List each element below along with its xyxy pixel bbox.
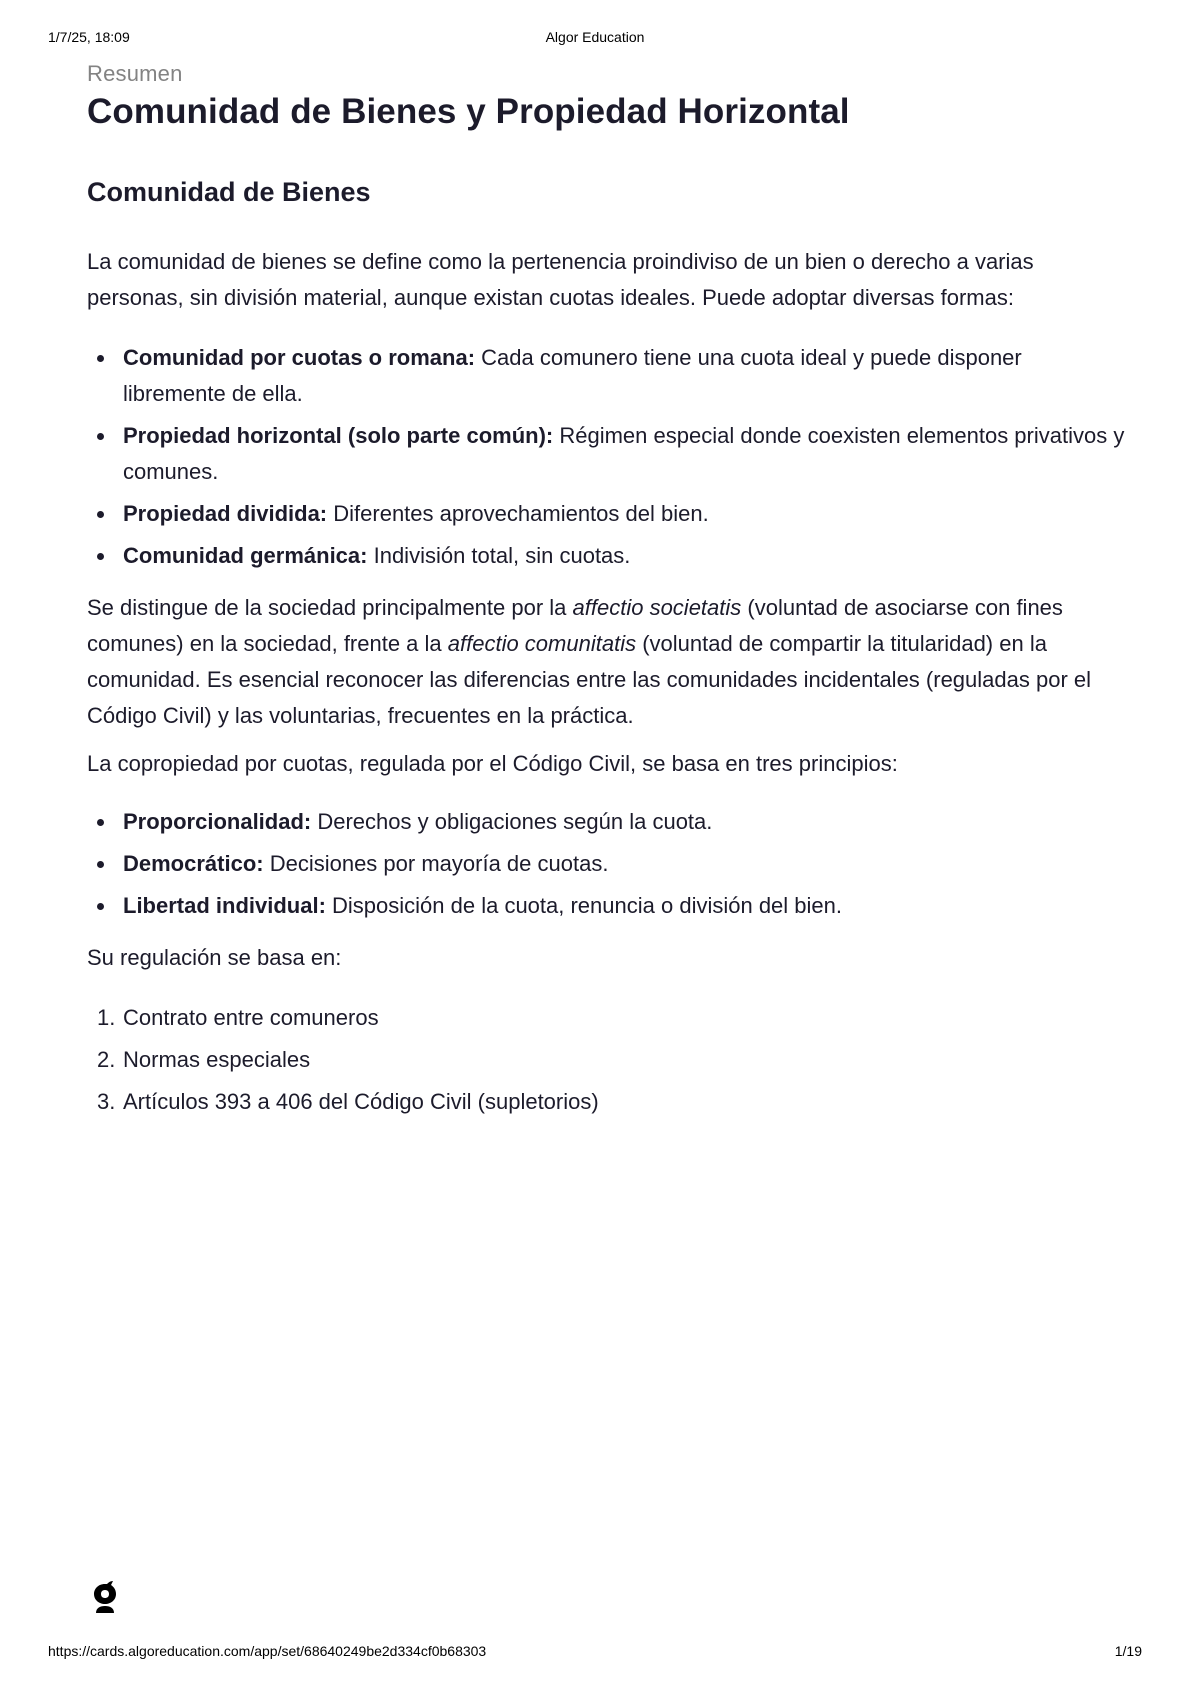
- print-footer: [0, 1643, 1190, 1663]
- print-title: Algor Education: [545, 29, 645, 45]
- term: Comunidad germánica:: [123, 543, 368, 568]
- list-item: [87, 888, 1127, 924]
- eyebrow-label: Resumen: [87, 61, 183, 86]
- algor-logo-icon: [92, 1580, 118, 1614]
- print-header: [0, 29, 1190, 49]
- term-description: Derechos y obligaciones según la cuota.: [311, 809, 713, 834]
- term: Democrático:: [123, 851, 264, 876]
- term-description: Cada comunero tiene una cuota ideal y puede disponer libremente de ella.: [123, 345, 1022, 406]
- text-run: (voluntad de compartir la titularidad) en la comunidad. Es esencial reconocer las diferencias entre las comunidades incidentales (reguladas por el Código Civil) y las voluntarias, frecuentes en la práctica.: [87, 631, 1092, 728]
- term: Propiedad horizontal (solo parte común):: [123, 423, 554, 448]
- list-item: [87, 496, 1127, 532]
- term-description: Decisiones por mayoría de cuotas.: [263, 851, 609, 876]
- list-item: [87, 846, 1127, 882]
- list-number: 3.: [97, 1089, 116, 1114]
- page-url: https://cards.algoreducation.com/app/set/68640249be2d334cf0b68303: [48, 1643, 487, 1659]
- page-number: 1/19: [1114, 1643, 1142, 1659]
- copropiedad-paragraph: La copropiedad por cuotas, regulada por el Código Civil, se basa en tres principios:: [87, 751, 898, 776]
- bullet-icon: [97, 355, 104, 362]
- term-description: Indivisión total, sin cuotas.: [367, 543, 631, 568]
- bullet-icon: [97, 903, 104, 910]
- list-number: 2.: [97, 1047, 116, 1072]
- term-description: Régimen especial donde coexisten elementos privativos y comunes.: [123, 423, 1125, 484]
- emphasis-term: affectio comunitatis: [447, 631, 637, 656]
- print-date: 1/7/25, 18:09: [48, 29, 130, 45]
- list-item-text: Artículos 393 a 406 del Código Civil (supletorios): [123, 1089, 599, 1114]
- list-item: [87, 538, 1127, 574]
- term: Proporcionalidad:: [123, 809, 312, 834]
- regulation-paragraph: Su regulación se basa en:: [87, 945, 342, 970]
- list-item-text: Normas especiales: [123, 1047, 311, 1072]
- page-title: Comunidad de Bienes y Propiedad Horizontal: [87, 92, 850, 131]
- distinction-paragraph: [87, 590, 1127, 734]
- list-item: [87, 418, 1127, 490]
- section-title: Comunidad de Bienes: [87, 177, 371, 207]
- term: Comunidad por cuotas o romana:: [123, 345, 476, 370]
- regulation-list: [87, 1000, 1127, 1120]
- bullet-icon: [97, 861, 104, 868]
- document-content: [87, 60, 1127, 1126]
- list-item: [87, 1084, 1127, 1120]
- principles-list: [87, 804, 1127, 924]
- list-item: [87, 340, 1127, 412]
- list-number: 1.: [97, 1005, 116, 1030]
- list-item: [87, 1000, 1127, 1036]
- list-item: [87, 804, 1127, 840]
- term-description: Disposición de la cuota, renuncia o división del bien.: [325, 893, 842, 918]
- list-item: [87, 1042, 1127, 1078]
- bullet-icon: [97, 553, 104, 560]
- term-description: Diferentes aprovechamientos del bien.: [327, 501, 709, 526]
- term: Libertad individual:: [123, 893, 326, 918]
- list-item-text: Contrato entre comuneros: [123, 1005, 379, 1030]
- text-run: (voluntad de asociarse con fines comunes) en la sociedad, frente a la: [87, 595, 1063, 656]
- bullet-icon: [97, 433, 104, 440]
- forms-list: [87, 340, 1127, 574]
- intro-paragraph: La comunidad de bienes se define como la pertenencia proindiviso de un bien o derecho a varias personas, sin división material, aunque existan cuotas ideales. Puede adoptar diversas formas:: [87, 249, 1034, 310]
- term: Propiedad dividida:: [123, 501, 328, 526]
- text-run: Se distingue de la sociedad principalmente por la: [87, 595, 573, 620]
- emphasis-term: affectio societatis: [572, 595, 742, 620]
- bullet-icon: [97, 511, 104, 518]
- bullet-icon: [97, 819, 104, 826]
